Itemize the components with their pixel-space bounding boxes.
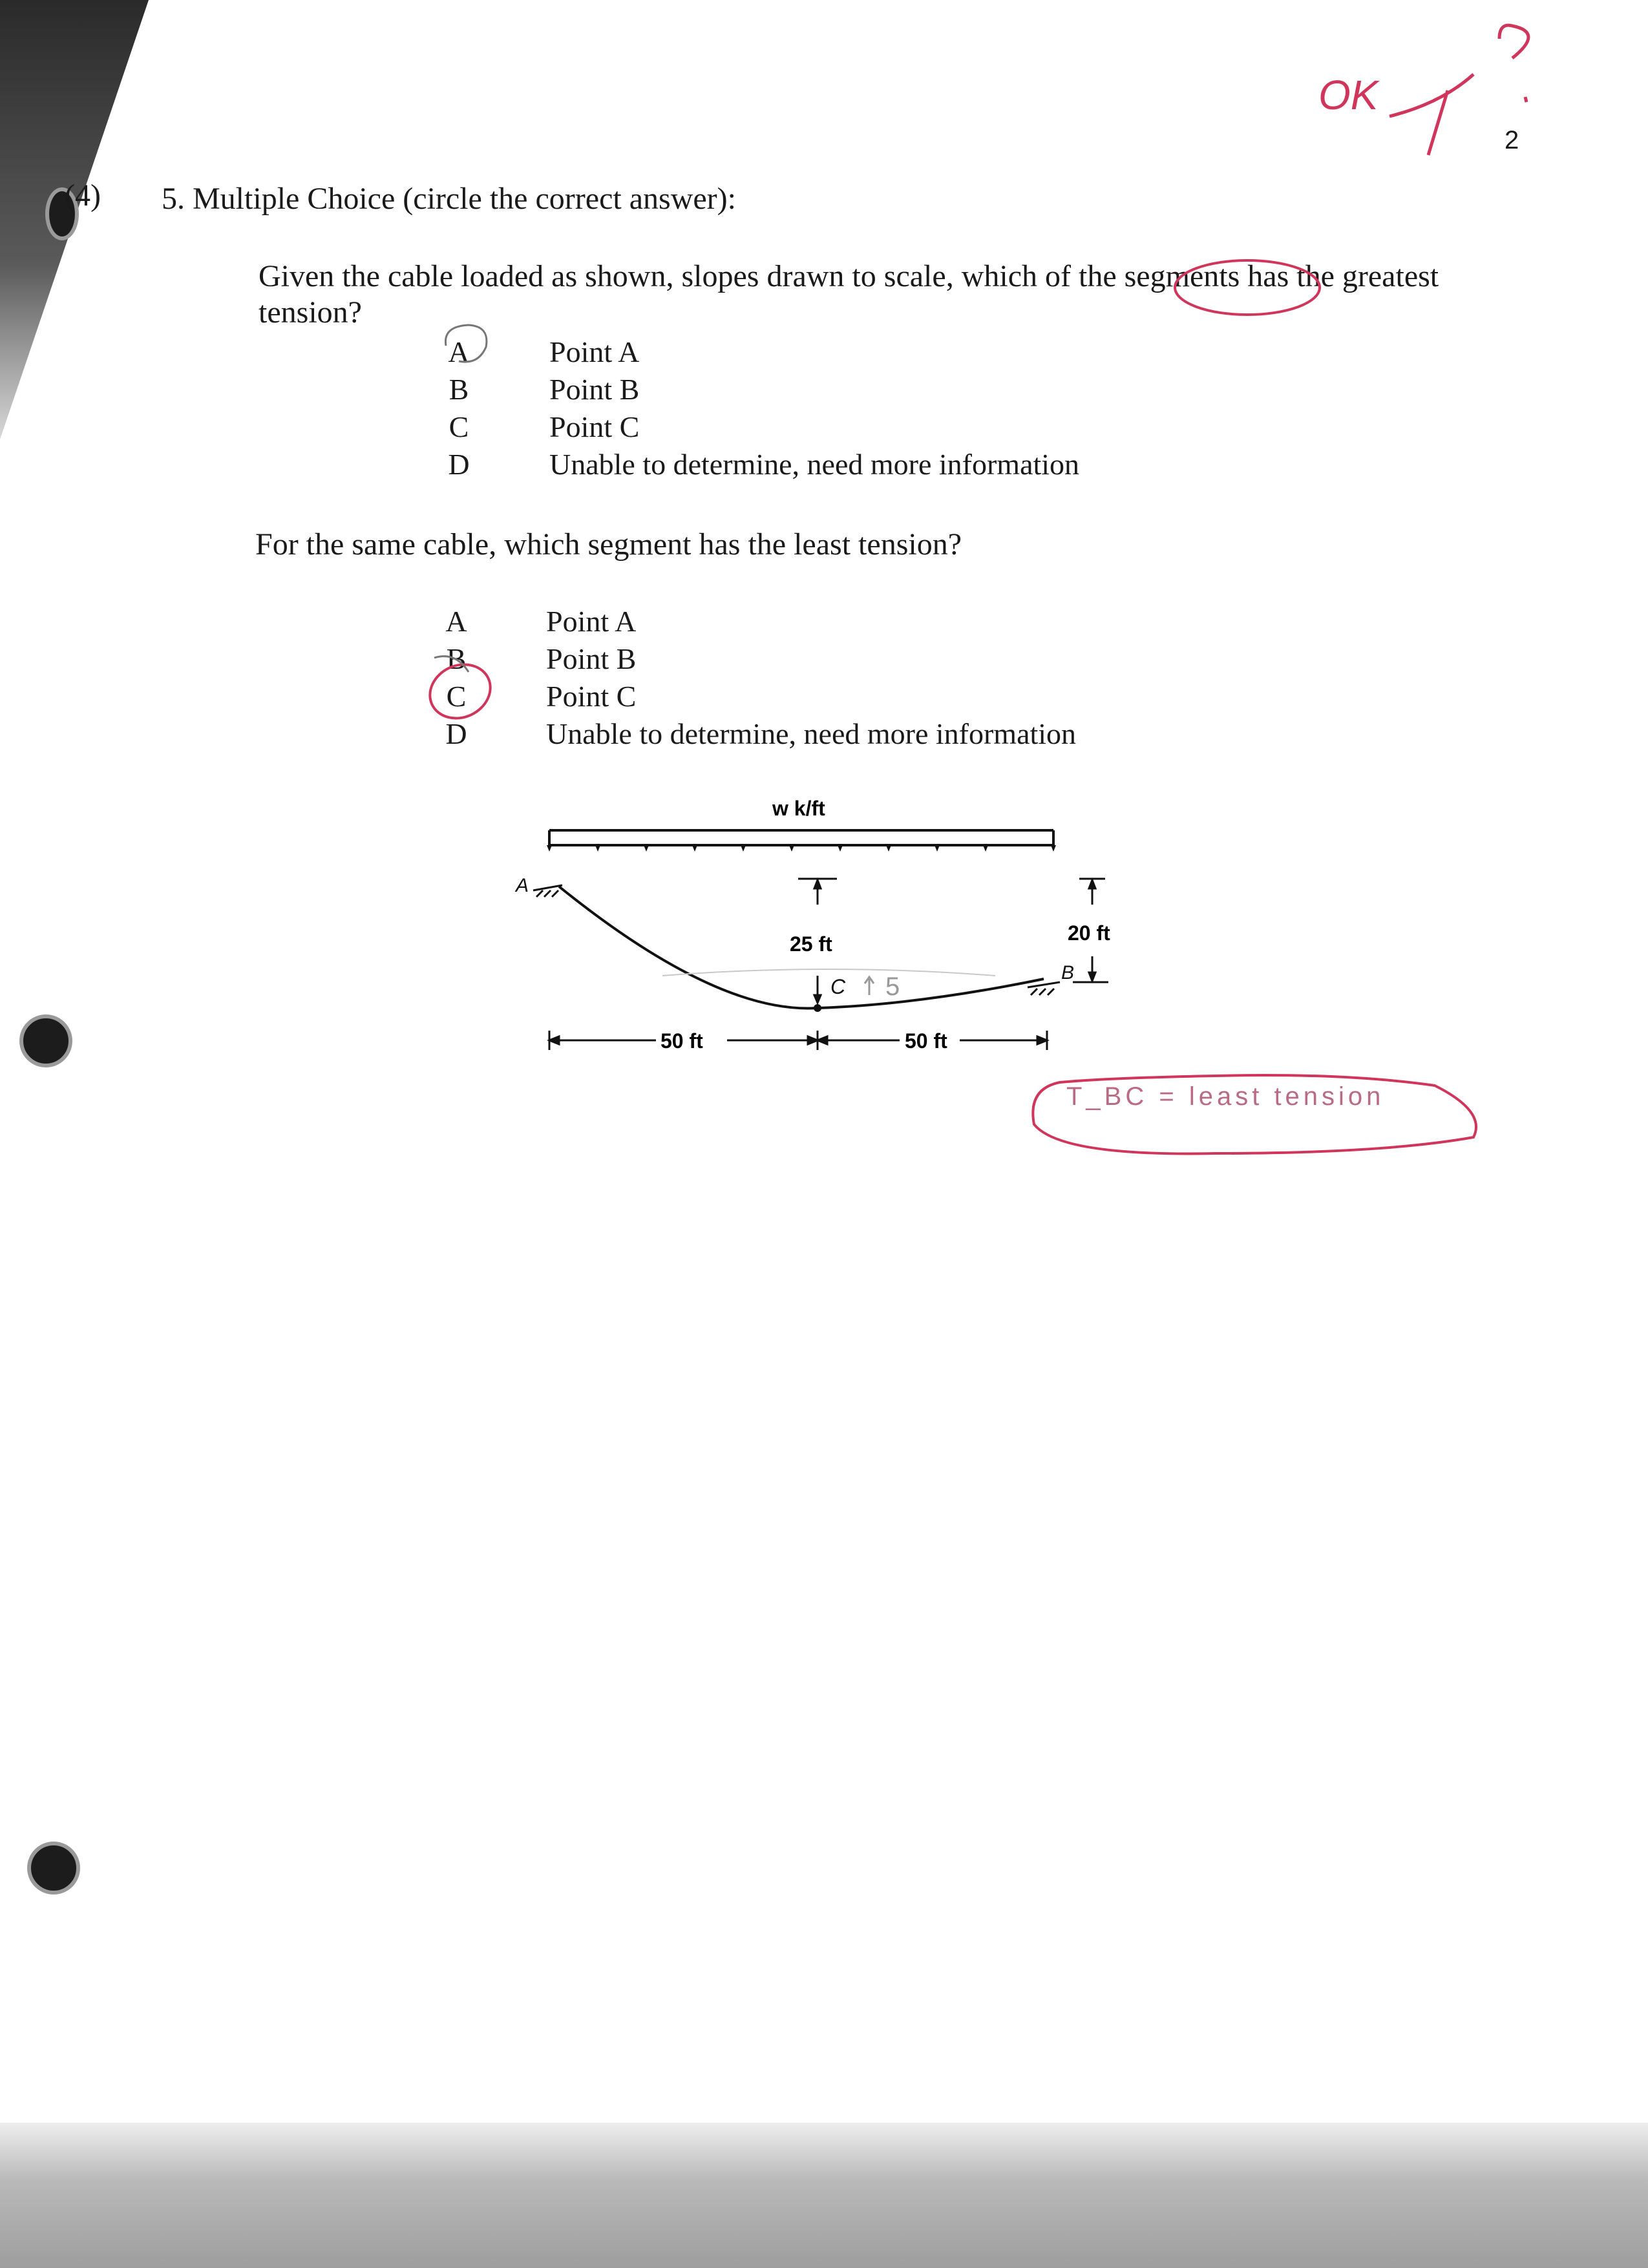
support-a-icon	[533, 885, 562, 897]
option-text: Point A	[546, 605, 637, 638]
option-letter: A	[445, 605, 467, 638]
option-letter: D	[448, 448, 470, 481]
option-text: Point C	[549, 410, 640, 443]
distributed-load	[549, 830, 1053, 845]
page-number: 2	[1505, 126, 1519, 154]
score-label: (4)	[65, 178, 101, 213]
label-c: C	[830, 975, 846, 998]
label-b: B	[1061, 962, 1075, 983]
label-a: A	[516, 875, 529, 896]
binder-hole-icon	[19, 1014, 72, 1067]
option-letter: B	[449, 373, 469, 406]
option-letter: C	[449, 410, 469, 443]
option-letter: C	[446, 680, 467, 713]
option-letter: D	[445, 717, 467, 750]
question-heading: 5. Multiple Choice (circle the correct answer):	[162, 182, 736, 216]
span-right-label: 50 ft	[905, 1029, 947, 1053]
handwritten-sag-note: 5	[885, 972, 900, 1001]
sag-b-label: 20 ft	[1068, 921, 1110, 945]
option-text: Unable to determine, need more information	[549, 448, 1080, 481]
grader-check-mark	[1370, 19, 1538, 168]
support-b-icon	[1028, 982, 1060, 995]
part1-prompt-line1: Given the cable loaded as shown, slopes drawn to scale, which of the segments has the greatest	[259, 259, 1439, 293]
part1-prompt-line2: tension?	[259, 295, 362, 330]
pencil-guide-line	[662, 969, 995, 976]
scan-shadow-bottom	[0, 2123, 1648, 2268]
least-tension-circle-mark	[1021, 1066, 1486, 1163]
grader-ok-mark: OK	[1318, 72, 1379, 118]
handwritten-arrow-icon	[865, 977, 874, 995]
answer-c-circle-mark	[420, 653, 504, 730]
sag-c-label: 25 ft	[790, 932, 832, 956]
option-text: Point B	[549, 373, 640, 406]
option-text: Point B	[546, 642, 637, 675]
part2-prompt: For the same cable, which segment has the least tension?	[255, 527, 962, 562]
cable-diagram	[504, 782, 1150, 1079]
least-tension-note: T_BC = least tension	[1066, 1082, 1385, 1111]
option-text: Point A	[549, 335, 640, 368]
load-label: w k/ft	[772, 797, 825, 820]
segments-circle-mark	[1170, 255, 1325, 320]
answer-a-circle-mark	[433, 320, 498, 372]
span-dimension	[549, 1031, 1047, 1050]
option-text: Unable to determine, need more information	[546, 717, 1077, 750]
option-letter: B	[446, 642, 467, 675]
option-text: Point C	[546, 680, 637, 713]
span-left-label: 50 ft	[660, 1029, 703, 1053]
option-letter: A	[448, 335, 470, 368]
binder-hole-icon	[27, 1842, 80, 1895]
